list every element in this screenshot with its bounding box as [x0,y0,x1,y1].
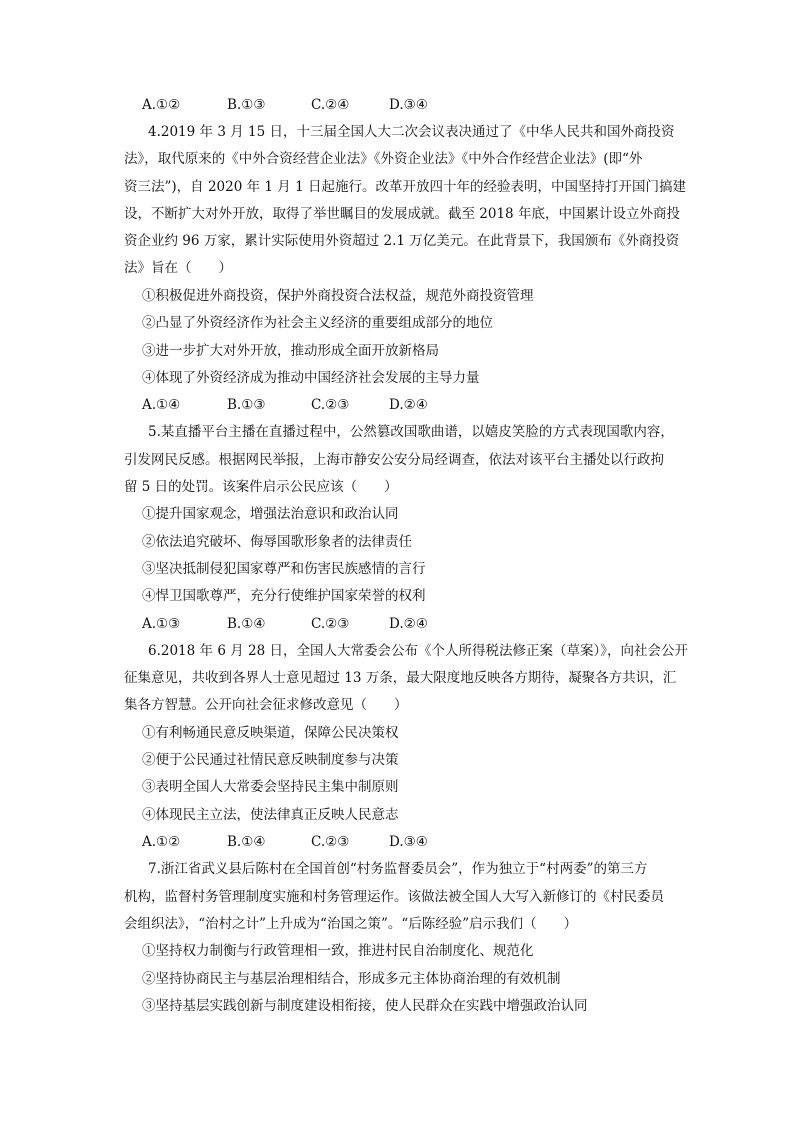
question-6-line-3: 集各方智慧。公开向社会征求修改意见（ ） [124,697,408,714]
question-4-line-1: 4.2019 年 3 月 15 日，十三届全国人大二次会议表决通过了《中华人民共和国外商投资 [148,124,675,140]
question-content [124,92,688,1020]
question-4-line-4: 设，不断扩大对外开放，取得了举世瞩目的发展成就。截至 2018 年底，中国累计设立外商投 [124,205,680,222]
option-c: C.②③ [311,615,350,632]
option-d: D.②④ [389,615,428,632]
question-7-choice-1: ①坚持权力制衡与行政管理相一致，推进村民自治制度化、规范化 [142,943,534,960]
option-b: B.①③ [227,397,266,414]
option-d: D.②④ [389,397,428,414]
question-5-choice-2: ②依法追究破坏、侮辱国歌形象者的法律责任 [142,533,412,550]
question-4-line-6: 法》旨在（ ） [124,260,232,277]
question-6-line-2: 征集意见，共收到各界人士意见超过 13 万条，最大限度地反映各方期待，凝聚各方共识，汇 [124,670,677,687]
question-7-line-3: 会组织法》，“治村之计”上升成为“治国之策”。“后陈经验”启示我们（ ） [124,915,578,932]
option-b: B.①④ [227,834,266,851]
question-6-choice-4: ④体现民主立法，使法律真正反映人民意志 [142,806,399,823]
option-a: A.①③ [142,615,181,632]
question-6-line-1: 6.2018 年 6 月 28 日，全国人大常委会公布《个人所得税法修正案（草案）》，向社会公开 [148,642,688,659]
question-5-line-1: 5.某直播平台主播在直播过程中，公然篡改国歌曲谱，以嬉皮笑脸的方式表现国歌内容， [148,424,674,441]
option-a: A.①② [142,834,181,851]
question-5-choice-4: ④悍卫国歌尊严，充分行使维护国家荣誉的权利 [142,588,426,605]
question-6-options [142,829,682,856]
question-7-choice-3: ③坚持基层实践创新与制度建设相衔接，使人民群众在实践中增强政治认同 [142,997,588,1014]
option-b: B.①④ [227,615,266,632]
question-6-choice-1: ①有利畅通民意反映渠道，保障公民决策权 [142,724,399,741]
question-5-line-2: 引发网民反感。根据网民举报，上海市静安公安分局经调查，依法对该平台主播处以行政拘 [124,451,664,468]
question-7-line-1: 7.浙江省武义县后陈村在全国首创“村务监督委员会”，作为独立于“村两委”的第三方 [148,861,648,878]
question-4-choice-1: ①积极促进外商投资，保护外商投资合法权益，规范外商投资管理 [142,287,534,304]
option-d: D.③④ [389,834,428,851]
question-4-line-5: 资企业约 96 万家，累计实际使用外资超过 2.1 万亿美元。在此背景下，我国颁布《外商投资 [124,233,680,250]
prev-question-options [142,92,682,119]
option-a: A.①④ [142,397,181,414]
question-4-stem [124,119,686,283]
question-4-choice-2: ②凸显了外资经济作为社会主义经济的重要组成部分的地位 [142,315,493,332]
question-4-line-3: 资三法”)，自 2020 年 1 月 1 日起施行。改革开放四十年的经验表明，中国坚持打开国门搞建 [124,178,686,195]
question-7-line-2: 机构，监督村务管理制度实施和村务管理运作。该做法被全国人大写入新修订的《村民委员 [124,888,664,905]
option-a: A.①② [142,97,181,113]
question-4-choice-3: ③进一步扩大对外开放，推动形成全面开放新格局 [142,342,439,359]
question-7-stem [124,856,682,938]
question-4-options [142,392,682,419]
question-5-line-3: 留 5 日的处罚。该案件启示公民应该（ ） [124,478,398,495]
question-6-choice-3: ③表明全国人大常委会坚持民主集中制原则 [142,779,399,796]
question-4-line-2: 法》，取代原来的《中外合资经营企业法》《外资企业法》《中外合作经营企业法》(即“外 [124,151,643,168]
question-5-stem [124,419,682,501]
question-5-choice-1: ①提升国家观念，增强法治意识和政治认同 [142,506,399,523]
question-6-stem [124,638,688,720]
option-c: C.②③ [311,397,350,414]
question-5-options [142,611,682,638]
option-c: C.②④ [311,97,350,113]
option-b: B.①③ [227,97,266,113]
question-5-choice-3: ③坚决抵制侵犯国家尊严和伤害民族感情的言行 [142,561,426,578]
question-4-choice-4: ④体现了外资经济成为推动中国经济社会发展的主导力量 [142,369,480,386]
option-c: C.②③ [311,834,350,851]
option-d: D.③④ [389,97,428,113]
question-7-choice-2: ②坚持协商民主与基层治理相结合，形成多元主体协商治理的有效机制 [142,970,561,987]
question-6-choice-2: ②便于公民通过社情民意反映制度参与决策 [142,752,399,769]
